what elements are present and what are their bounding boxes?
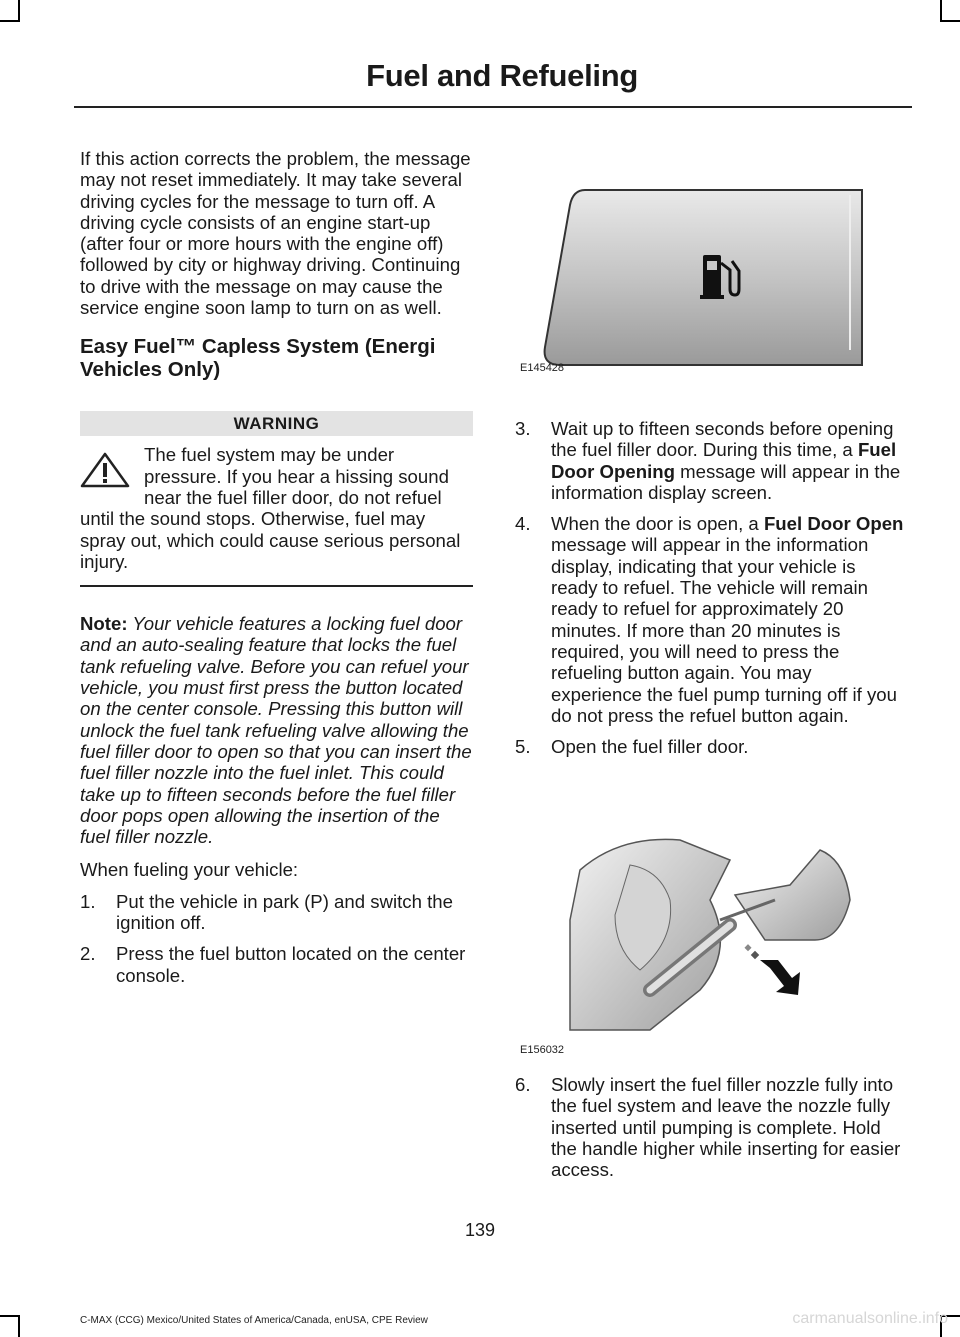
- fuel-door-opening-message: Fuel Door Opening: [551, 439, 897, 482]
- footer-text: C-MAX (CCG) Mexico/United States of America/Canada, enUSA, CPE Review: [80, 1315, 428, 1326]
- step-text: Open the fuel filler door.: [551, 736, 749, 758]
- step-number: 6.: [515, 1074, 531, 1095]
- crop-mark: [0, 1315, 20, 1317]
- note-paragraph: [80, 613, 473, 847]
- crop-mark: [940, 0, 942, 22]
- fuel-nozzle-illustration: [560, 830, 860, 1040]
- step-text: When the door is open, a Fuel Door Open message will appear in the information display, indicating that your vehicle is ready to refuel. The vehicle will remain ready to refuel for approximately 20 minutes. If more than 20 minutes is required, you will need to press the refueling button again. You may experience the fuel pump turning off if you do not press the refuel button again.: [551, 513, 904, 726]
- step-text: Slowly insert the fuel filler nozzle fully into the fuel system and leave the nozzle fully inserted until pumping is complete. Hold the handle higher while inserting for easier access.: [551, 1074, 901, 1181]
- intro-paragraph: If this action corrects the problem, the message may not reset immediately. It may take several driving cycles for the message to turn off. A driving cycle consists of an engine start-up (after four or more hours with the engine off) followed by city or highway driving. Continuing to drive with the message on may cause the service engine soon lamp to turn on as well.: [80, 148, 471, 319]
- right-column: [515, 418, 907, 757]
- step-text: Press the fuel button located on the center console.: [116, 943, 466, 986]
- warning-text: The fuel system may be under pressure. If you hear a hissing sound near the fuel filler door, do not refuel until the sound stops. Otherwise, fuel may spray out, which could cause serious personal injury.: [80, 444, 461, 572]
- figure-label: E156032: [520, 1044, 565, 1056]
- watermark: carmanualsonline.info: [792, 1310, 948, 1327]
- crop-mark: [18, 1315, 20, 1337]
- insert-direction-arrow-icon: [744, 944, 800, 995]
- note-label: Note:: [80, 613, 128, 635]
- section-heading: Easy Fuel™ Capless System (Energi Vehicles Only): [80, 335, 436, 382]
- note-text: Your vehicle features a locking fuel door and an auto-sealing feature that locks the fuel tank refueling valve. Before you can refuel your vehicle, you must first press the button located on the center console. Pressing this button will unlock the fuel tank refueling valve allowing the fuel filler door to open so that you can insert the fuel filler nozzle into the fuel inlet. This could take up to fifteen seconds before the fuel filler door pops open allowing the insertion of the fuel filler nozzle.: [80, 613, 472, 848]
- right-column-bottom: [515, 1074, 907, 1180]
- crop-mark: [0, 20, 20, 22]
- fuel-door-open-message: Fuel Door Open: [763, 513, 904, 535]
- warning-block: [80, 444, 473, 572]
- list-item: [80, 943, 473, 986]
- list-item: [80, 891, 473, 934]
- step-number: 4.: [515, 513, 531, 535]
- step-text: Wait up to fifteen seconds before opening the fuel filler door. During this time, a Fuel Door Opening message will appear in the information display screen.: [551, 418, 901, 503]
- list-item: [515, 513, 907, 726]
- fuel-button-illustration: [540, 185, 865, 370]
- crop-mark: [940, 20, 960, 22]
- figure-label: E145428: [520, 362, 565, 374]
- list-item: [515, 1074, 907, 1180]
- header-divider: [74, 106, 912, 108]
- page-title: Fuel and Refueling: [366, 58, 638, 93]
- when-fueling-text: When fueling your vehicle:: [80, 859, 299, 881]
- step-number: 1.: [80, 890, 96, 912]
- warning-divider: [80, 585, 473, 587]
- step-text: Put the vehicle in park (P) and switch the ignition off.: [116, 890, 453, 934]
- list-item: [515, 418, 907, 503]
- left-column: [80, 148, 473, 986]
- step-number: 3.: [515, 418, 531, 439]
- page-number: 139: [464, 1220, 496, 1240]
- crop-mark: [18, 0, 20, 22]
- step-number: 2.: [80, 943, 96, 965]
- list-item: [515, 736, 907, 757]
- step-number: 5.: [515, 736, 531, 758]
- warning-triangle-icon: [80, 452, 130, 488]
- warning-header: WARNING: [80, 411, 473, 436]
